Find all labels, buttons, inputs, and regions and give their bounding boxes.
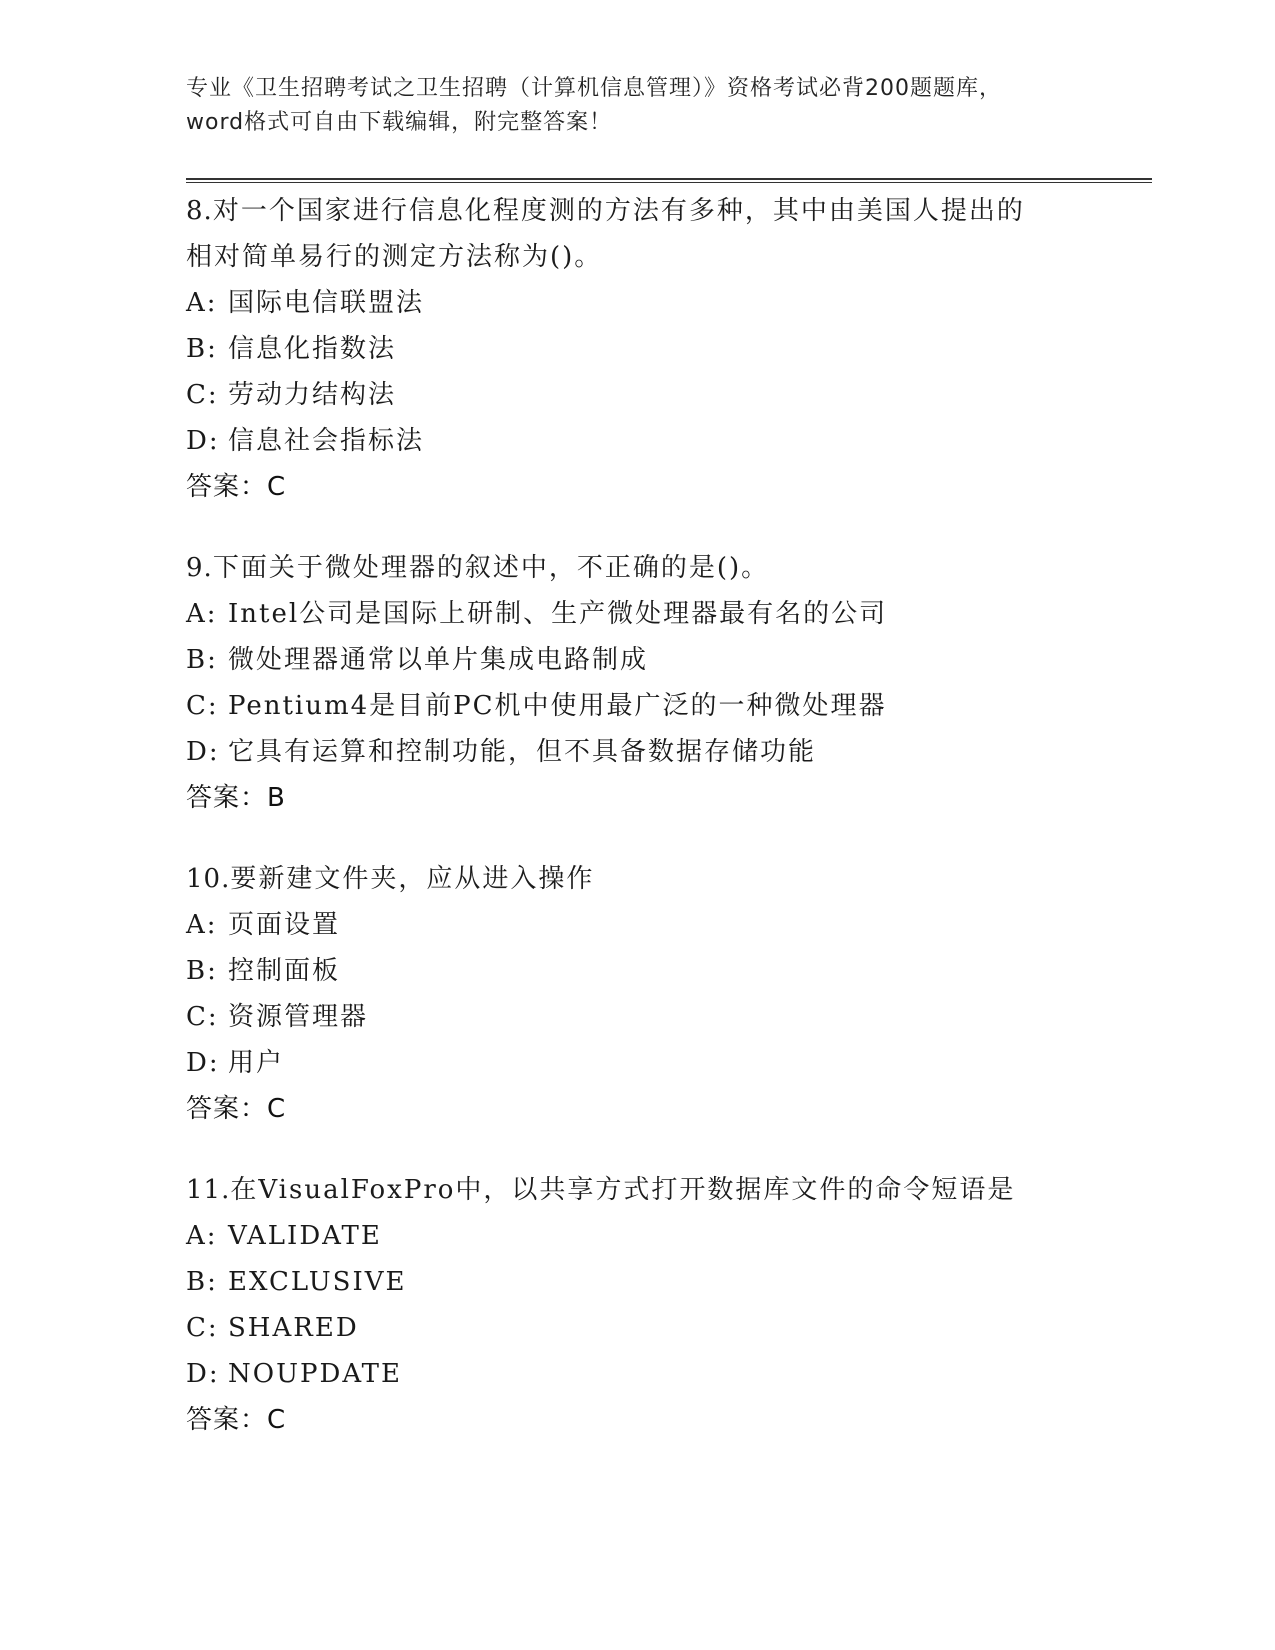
option-letter: B: bbox=[186, 645, 218, 675]
question-stem bbox=[186, 1167, 1146, 1213]
option-text: Pentium4是目前PC机中使用最广泛的一种微处理器 bbox=[228, 691, 887, 721]
header-title-line-1: 专业《卫生招聘考试之卫生招聘（计算机信息管理）》资格考试必背200题题库， bbox=[186, 76, 1002, 101]
option-text: 控制面板 bbox=[228, 956, 341, 986]
option-b bbox=[186, 326, 1146, 372]
option-a bbox=[186, 1213, 1146, 1259]
option-letter: A: bbox=[186, 1221, 218, 1251]
option-c bbox=[186, 683, 1146, 729]
option-text: 劳动力结构法 bbox=[228, 380, 397, 410]
answer-line: 答案：C bbox=[186, 472, 287, 502]
header-title-line-2: word格式可自由下载编辑，附完整答案！ bbox=[186, 110, 613, 135]
option-d bbox=[186, 729, 1146, 775]
option-c bbox=[186, 372, 1146, 418]
answer-line: 答案：B bbox=[186, 783, 286, 813]
option-a bbox=[186, 902, 1146, 948]
question-number: 11. bbox=[186, 1175, 231, 1205]
question-number: 10. bbox=[186, 864, 231, 894]
question-10 bbox=[186, 856, 1146, 1132]
option-b bbox=[186, 1259, 1146, 1305]
option-letter: B: bbox=[186, 1267, 218, 1297]
option-text: NOUPDATE bbox=[228, 1359, 402, 1389]
option-a bbox=[186, 280, 1146, 326]
question-stem-continued: 相对简单易行的测定方法称为()。 bbox=[186, 242, 603, 272]
question-stem-text: 要新建文件夹，应从进入操作 bbox=[230, 864, 595, 894]
document-header bbox=[186, 72, 1086, 140]
option-d bbox=[186, 418, 1146, 464]
option-text: 页面设置 bbox=[228, 910, 341, 940]
option-text: 信息社会指标法 bbox=[228, 426, 425, 456]
option-letter: C: bbox=[186, 1313, 219, 1343]
option-text: 微处理器通常以单片集成电路制成 bbox=[228, 645, 649, 675]
option-text: 信息化指数法 bbox=[228, 334, 397, 364]
answer-line: 答案：C bbox=[186, 1094, 287, 1124]
question-stem bbox=[186, 545, 1146, 591]
option-letter: D: bbox=[186, 737, 220, 767]
question-11 bbox=[186, 1167, 1146, 1443]
option-text: 它具有运算和控制功能，但不具备数据存储功能 bbox=[228, 737, 817, 767]
option-c bbox=[186, 994, 1146, 1040]
header-divider bbox=[186, 178, 1152, 183]
option-d bbox=[186, 1351, 1146, 1397]
option-letter: D: bbox=[186, 426, 220, 456]
option-letter: C: bbox=[186, 1002, 219, 1032]
option-letter: B: bbox=[186, 334, 218, 364]
question-number: 9. bbox=[186, 553, 213, 583]
option-letter: B: bbox=[186, 956, 218, 986]
option-text: 资源管理器 bbox=[228, 1002, 369, 1032]
question-stem bbox=[186, 188, 1146, 234]
question-8 bbox=[186, 188, 1146, 510]
option-d bbox=[186, 1040, 1146, 1086]
option-text: Intel公司是国际上研制、生产微处理器最有名的公司 bbox=[228, 599, 888, 629]
option-letter: D: bbox=[186, 1048, 220, 1078]
option-text: 用户 bbox=[228, 1048, 285, 1078]
question-stem-text: 对一个国家进行信息化程度测的方法有多种，其中由美国人提出的 bbox=[212, 196, 1025, 226]
option-c bbox=[186, 1305, 1146, 1351]
option-letter: A: bbox=[186, 910, 218, 940]
question-stem bbox=[186, 856, 1146, 902]
question-stem-text: 下面关于微处理器的叙述中，不正确的是()。 bbox=[212, 553, 770, 583]
option-text: SHARED bbox=[228, 1313, 359, 1343]
option-letter: C: bbox=[186, 380, 219, 410]
question-list bbox=[186, 188, 1146, 1478]
option-letter: D: bbox=[186, 1359, 220, 1389]
question-number: 8. bbox=[186, 196, 213, 226]
option-b bbox=[186, 948, 1146, 994]
question-9 bbox=[186, 545, 1146, 821]
answer-line: 答案：C bbox=[186, 1405, 287, 1435]
option-b bbox=[186, 637, 1146, 683]
option-text: EXCLUSIVE bbox=[228, 1267, 407, 1297]
question-stem-text: 在VisualFoxPro中，以共享方式打开数据库文件的命令短语是 bbox=[230, 1175, 1016, 1205]
option-text: 国际电信联盟法 bbox=[228, 288, 425, 318]
option-text: VALIDATE bbox=[228, 1221, 382, 1251]
option-a bbox=[186, 591, 1146, 637]
option-letter: A: bbox=[186, 599, 218, 629]
option-letter: C: bbox=[186, 691, 219, 721]
option-letter: A: bbox=[186, 288, 218, 318]
